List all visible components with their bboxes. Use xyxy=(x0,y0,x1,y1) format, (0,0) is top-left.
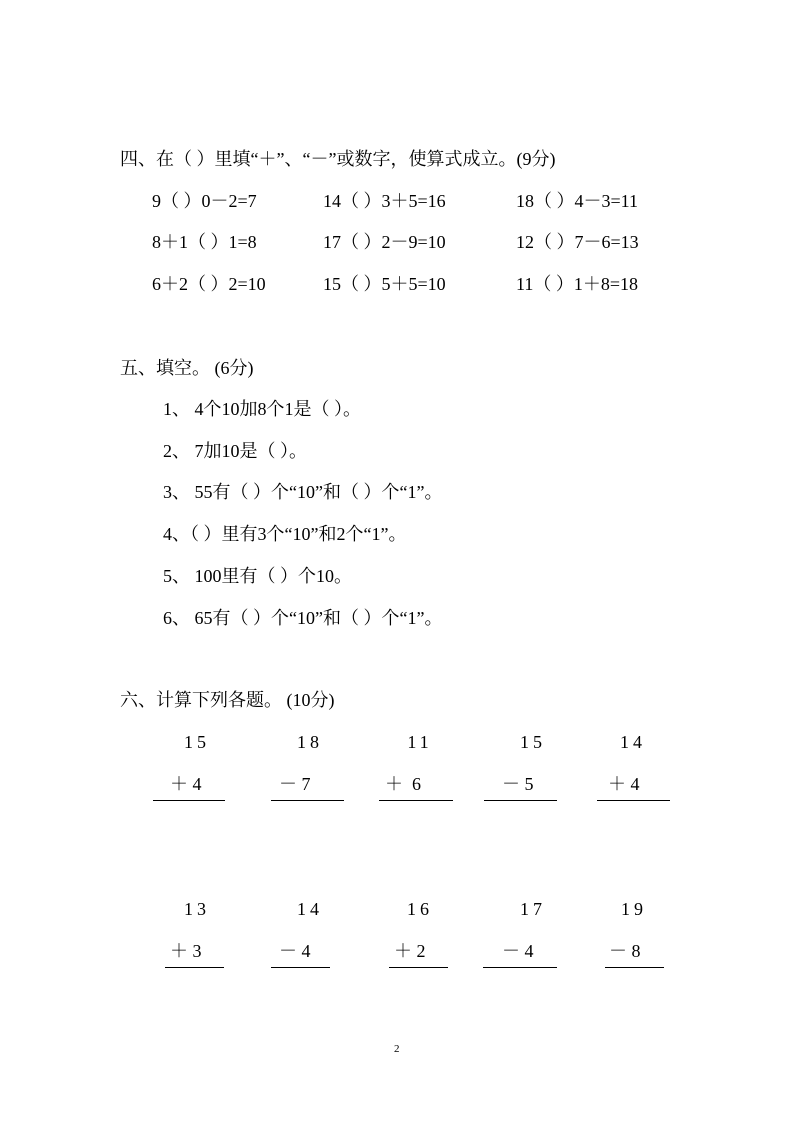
calc-operation xyxy=(170,942,202,960)
operator-sign: ＋ xyxy=(170,774,188,794)
answer-line xyxy=(379,800,453,801)
equation: 14（ ）3＋5=16 xyxy=(323,191,446,211)
calc-second-number: 2 xyxy=(416,941,426,961)
answer-line xyxy=(605,967,664,968)
operator-sign: － xyxy=(502,941,520,961)
calc-top-number: 16 xyxy=(407,899,433,919)
equation: 11（ ）1＋8=18 xyxy=(516,274,638,294)
answer-line xyxy=(153,800,225,801)
section-5-heading: 五、填空。 (6分) xyxy=(120,358,254,378)
calc-second-number: 4 xyxy=(301,941,311,961)
answer-line xyxy=(165,967,224,968)
equation: 6＋2（ ）2=10 xyxy=(152,274,266,294)
calc-second-number: 8 xyxy=(631,941,641,961)
section-6-heading: 六、计算下列各题。 (10分) xyxy=(120,690,335,710)
equation: 18（ ）4－3=11 xyxy=(516,191,638,211)
calc-top-number: 15 xyxy=(184,732,210,752)
calc-operation xyxy=(502,942,534,960)
answer-line xyxy=(483,967,557,968)
calc-second-number: 6 xyxy=(412,774,421,794)
operator-sign: ＋ xyxy=(394,941,412,961)
equation: 17（ ）2－9=10 xyxy=(323,232,446,252)
answer-line xyxy=(271,800,344,801)
answer-line xyxy=(597,800,670,801)
calc-operation xyxy=(394,942,426,960)
answer-line xyxy=(271,967,330,968)
fill-in-item: 6、 65有（ ）个“10”和（ ）个“1”。 xyxy=(163,608,443,628)
calc-operation xyxy=(609,942,641,960)
calc-operation xyxy=(170,775,202,793)
equation: 9（ ）0－2=7 xyxy=(152,191,257,211)
calc-second-number: 7 xyxy=(301,774,311,794)
answer-line xyxy=(484,800,557,801)
calc-second-number: 4 xyxy=(192,774,202,794)
fill-in-item: 2、 7加10是（ ）。 xyxy=(163,441,307,461)
fill-in-item: 3、 55有（ ）个“10”和（ ）个“1”。 xyxy=(163,482,443,502)
calc-top-number: 14 xyxy=(620,732,646,752)
page-number: 2 xyxy=(394,1043,400,1055)
operator-sign: － xyxy=(609,941,627,961)
equation: 8＋1（ ）1=8 xyxy=(152,232,257,252)
operator-sign: － xyxy=(502,774,520,794)
operator-sign: － xyxy=(279,774,297,794)
calc-top-number: 19 xyxy=(621,899,647,919)
calc-top-number: 18 xyxy=(297,732,323,752)
calc-top-number: 14 xyxy=(297,899,323,919)
calc-second-number: 3 xyxy=(192,941,202,961)
calc-top-number: 15 xyxy=(520,732,546,752)
fill-in-item: 4、（ ）里有3个“10”和2个“1”。 xyxy=(163,524,407,544)
fill-in-item: 5、 100里有（ ）个10。 xyxy=(163,566,352,586)
operator-sign: ＋ xyxy=(170,941,188,961)
calc-top-number: 13 xyxy=(184,899,210,919)
calc-top-number: 11 xyxy=(407,732,433,752)
operator-sign: ＋ xyxy=(608,774,626,794)
calc-top-number: 17 xyxy=(520,899,546,919)
operator-sign: － xyxy=(279,941,297,961)
calc-operation xyxy=(279,775,311,793)
answer-line xyxy=(389,967,448,968)
equation: 12（ ）7－6=13 xyxy=(516,232,639,252)
section-4-heading: 四、在（ ）里填“＋”、“－”或数字，使算式成立。(9分) xyxy=(120,149,556,169)
calc-operation xyxy=(279,942,311,960)
fill-in-item: 1、 4个10加8个1是（ ）。 xyxy=(163,399,361,419)
calc-second-number: 4 xyxy=(630,774,640,794)
calc-operation xyxy=(502,775,534,793)
calc-second-number: 4 xyxy=(524,941,534,961)
calc-operation xyxy=(608,775,640,793)
operator-sign: ＋ xyxy=(385,774,403,794)
calc-operation xyxy=(385,775,421,793)
equation: 15（ ）5＋5=10 xyxy=(323,274,446,294)
calc-second-number: 5 xyxy=(524,774,534,794)
